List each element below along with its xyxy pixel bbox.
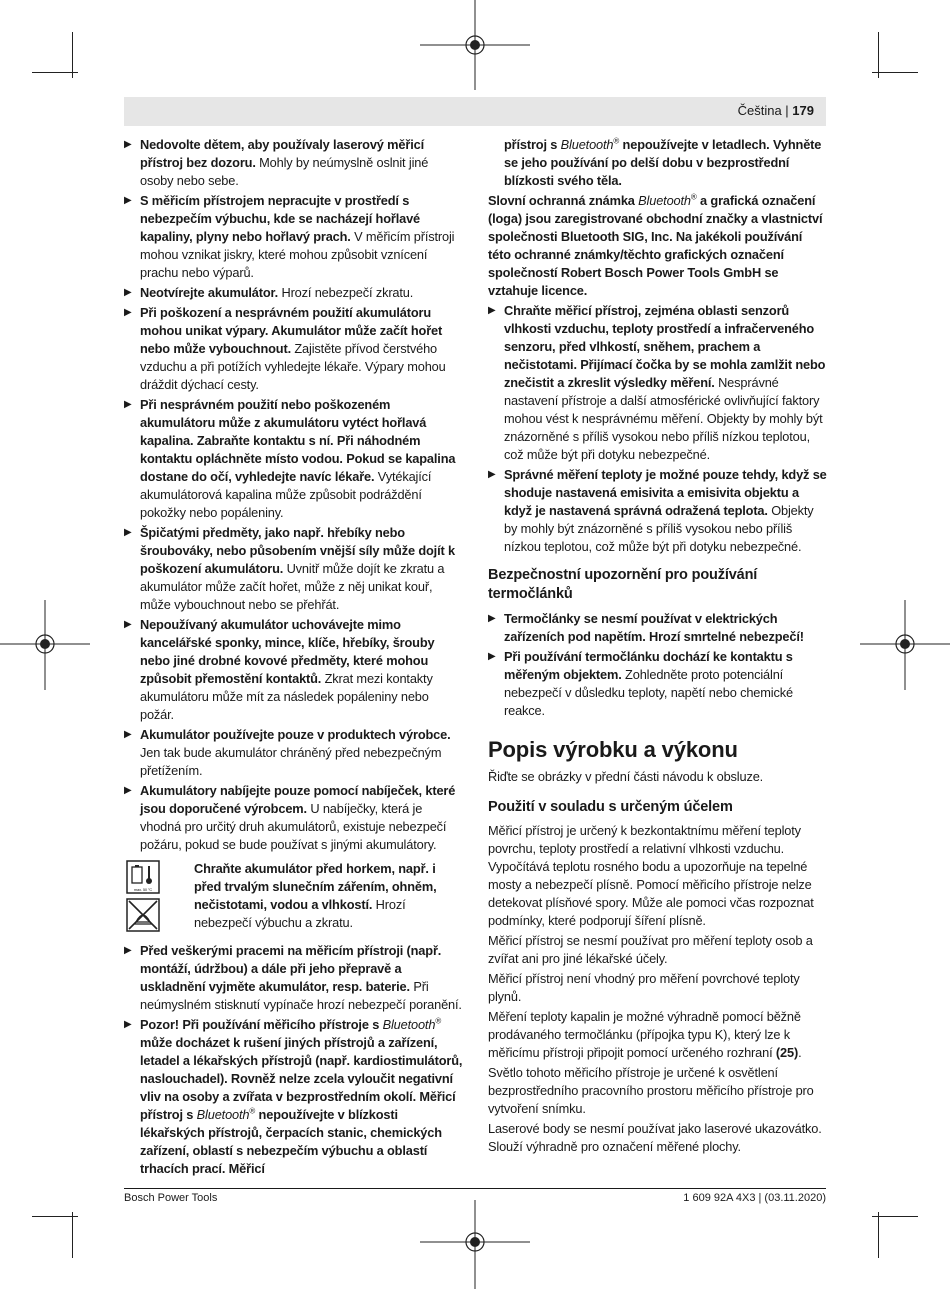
bullet-arrow-icon: ▶	[124, 945, 132, 956]
bluetooth-brand: Bluetooth	[638, 193, 691, 208]
safety-item	[124, 284, 464, 302]
bluetooth-brand: Bluetooth	[560, 137, 614, 152]
item-bold-text: Při nesprávném použití nebo poškozeném akumulátoru může z akumulátoru vytéct hořlavá kapalina. Zabraňte kontaktu s ní. Při náhodném kontaktu opláchněte místo vodou. Pokud se kapalina dostane do očí, vyhledejte navíc lékaře.	[140, 397, 456, 484]
item-bold-text: Při používání termočlánku dochází ke kontaktu s měřeným objektem.	[504, 649, 793, 682]
bullet-arrow-icon: ▶	[124, 195, 132, 206]
right-column	[488, 136, 828, 1158]
battery-temperature-icon	[126, 860, 160, 894]
item-bold-text: Před veškerými pracemi na měřicím přístroji (např. montáží, údržbou) a dále při jeho přepravě a uskladnění vyjměte akumulátor, resp. baterie.	[140, 943, 442, 994]
registration-mark-icon	[420, 1200, 530, 1289]
header-separator: |	[785, 103, 793, 118]
bullet-arrow-icon: ▶	[124, 729, 132, 740]
footer-document-id: 1 609 92A 4X3 | (03.11.2020)	[683, 1192, 826, 1204]
crop-mark	[878, 1212, 879, 1258]
safety-item	[124, 192, 464, 282]
safety-item	[124, 136, 464, 190]
registered-mark: ®	[613, 136, 620, 146]
item-text: Jen tak bude akumulátor chráněný před nebezpečným přetížením.	[140, 745, 442, 778]
heat-warning-text: Hrozí nebezpečí výbuchu a zkratu.	[194, 897, 406, 930]
item-bold-text: Při poškození a nesprávném použití akumulátoru mohou unikat výpary. Akumulátor může začít hořet nebo může vybouchnout.	[140, 305, 443, 356]
trademark-text: Slovní ochranná známka	[488, 193, 639, 208]
safety-item-continued	[488, 136, 828, 190]
intended-use-paragraph	[488, 1008, 828, 1062]
bullet-arrow-icon: ▶	[124, 139, 132, 150]
item-bold-text: Akumulátory nabíjejte pouze pomocí nabíječek, které jsou doporučené výrobcem.	[140, 783, 456, 816]
registration-mark-icon	[420, 0, 530, 90]
registration-mark-icon	[0, 600, 90, 690]
item-text: Zohledněte proto potenciální nebezpečí v důsledku teploty, napětí nebo chemické reakce.	[504, 667, 793, 718]
bullet-arrow-icon: ▶	[124, 785, 132, 796]
item-text: V měřicím přístroji mohou vznikat jiskry, které mohou způsobit vznícení prachu nebo výparů.	[140, 229, 455, 280]
header-band	[124, 97, 826, 126]
item-bold-text: nepoužívejte v letadlech. Vyhněte se jeho používání po delší dobu v bezprostřední blízkosti svého těla.	[504, 137, 822, 188]
paragraph-text: .	[798, 1045, 802, 1060]
heat-warning-block	[124, 860, 464, 934]
intended-use-paragraph: Světlo tohoto měřicího přístroje je určené k osvětlení bezprostředního pracovního prostoru měřicího přístroje pro vytvoření snímku.	[488, 1065, 814, 1116]
safety-item	[124, 1016, 464, 1178]
item-text: Objekty by mohly být znázorněné s příliš vysokou nebo příliš nízkou teplotou, což může být při dotyku nebezpečné.	[504, 503, 814, 554]
item-bold-text: Neotvírejte akumulátor.	[140, 285, 279, 300]
bullet-arrow-icon: ▶	[488, 469, 496, 480]
safety-item	[488, 648, 828, 720]
safety-item	[124, 726, 464, 780]
intended-use-paragraph: Měřicí přístroj není vhodný pro měření povrchové teploty plynů.	[488, 971, 800, 1004]
item-text: Vytékající akumulátorová kapalina může způsobit podráždění pokožky nebo popáleniny.	[140, 469, 432, 520]
bullet-arrow-icon: ▶	[124, 1019, 132, 1030]
item-bold-text: nepoužívejte v blízkosti lékařských přístrojů, čerpacích stanic, chemických zařízení, oblastí s nebezpečím výbuchu a oblastí trhacích prací. Měřicí	[140, 1107, 442, 1176]
bluetooth-brand: Bluetooth	[196, 1107, 250, 1122]
bullet-arrow-icon: ▶	[124, 527, 132, 538]
item-bold-text: S měřicím přístrojem nepracujte v prostředí s nebezpečím výbuchu, kde se nacházejí hořlavé kapaliny, plyny nebo hořlavý prach.	[140, 193, 421, 244]
page-header	[738, 103, 814, 118]
crop-mark	[878, 32, 879, 78]
bullet-arrow-icon: ▶	[488, 305, 496, 316]
safety-item	[488, 302, 828, 464]
page-number: 179	[792, 103, 814, 118]
item-bold-text: může docházet k rušení jiných přístrojů a zařízení, letadel a lékařských přístrojů (např. kardiostimulátorů, naslouchadel). Rovněž nelze zcela vyloučit negativní vliv na osoby a zvířata v bezprostředním okolí. Měřicí přístroj s	[140, 1035, 463, 1122]
section-heading-thermocouples: Bezpečnostní upozornění pro používání termočlánků	[488, 567, 758, 602]
paragraph-text: Měření teploty kapalin je možné výhradně pomocí běžně prodávaného termočlánku (přípojka typu K), který lze k měřicímu přístroji připojit pomocí určeného rozhraní	[488, 1009, 801, 1060]
bluetooth-brand: Bluetooth	[382, 1017, 436, 1032]
item-text: Zajistěte přívod čerstvého vzduchu a při potížích vyhledejte lékaře. Výpary mohou dráždit dýchací cesty.	[140, 341, 446, 392]
item-bold-text: Nedovolte dětem, aby používaly laserový měřicí přístroj bez dozoru.	[140, 137, 424, 170]
item-bold-text: Akumulátor používejte pouze v produktech výrobce.	[140, 727, 451, 742]
bullet-arrow-icon: ▶	[124, 307, 132, 318]
intended-use-paragraph: Laserové body se nesmí používat jako laserové ukazovátko. Slouží výhradně pro označení měřené plochy.	[488, 1121, 822, 1154]
intended-use-paragraph: Měřicí přístroj je určený k bezkontaktnímu měření teploty povrchu, teploty prostředí a relativní vlhkosti vzduchu. Vypočítává teplotu rosného bodu a upozorňuje na tepelné mosty a nebezpečí plísně. Pomocí měřicího přístroje nelze detekovat plísňové spory. Může ale pomoci včas rozpoznat podmínky, které podporují šíření plísně.	[488, 823, 814, 928]
safety-item	[488, 610, 828, 646]
crop-mark	[72, 32, 73, 78]
icon-temp-label: max. 50 °C	[133, 887, 153, 892]
left-column	[124, 136, 464, 1180]
safety-item	[124, 782, 464, 854]
item-bold-text: Chraňte měřicí přístroj, zejména oblasti senzorů vlhkosti vzduchu, teploty prostředí a infračerveného senzoru, před vlhkostí, sněhem, prachem a nečistotami. Přijímací čočka by se mohla zamlžit nebo znečistit a zkreslit výsledky měření.	[504, 303, 826, 390]
safety-item	[124, 304, 464, 394]
safety-item	[124, 396, 464, 522]
item-bold-text: Pozor! Při používání měřicího přístroje s	[140, 1017, 383, 1032]
heat-warning-bold: Chraňte akumulátor před horkem, např. i před trvalým slunečním zářením, ohněm, nečistotami, vodou a vlhkostí.	[194, 861, 437, 912]
header-language: Čeština	[737, 103, 782, 118]
item-text: Uvnitř může dojít ke zkratu a akumulátor může začít hořet, může z něj unikat kouř, může vybouchnout nebo se přehřát.	[140, 561, 445, 612]
trademark-text: a grafická označení (loga) jsou zaregistrované obchodní značky a vlastnictví společnosti Bluetooth SIG, Inc. Na jakékoli používání této ochranné známky/těchto grafických označení společností Robert Bosch Power Tools GmbH se vztahuje licence.	[488, 193, 823, 298]
section-heading-product: Popis výrobku a výkonu	[488, 737, 738, 762]
section-heading-intended-use: Použití v souladu s určeným účelem	[488, 799, 733, 815]
item-bold-text: Termočlánky se nesmí používat v elektrických zařízeních pod napětím. Hrozí smrtelné nebezpečí!	[504, 611, 804, 644]
item-text: Při neúmyslném stisknutí vypínače hrozí nebezpečí poranění.	[140, 979, 462, 1012]
item-bold-text: přístroj s	[504, 137, 561, 152]
safety-item	[124, 616, 464, 724]
item-text: Mohly by neúmyslně oslnit jiné osoby nebo sebe.	[140, 155, 429, 188]
safety-item	[488, 466, 828, 556]
product-intro: Řiďte se obrázky v přední části návodu k obsluze.	[488, 769, 764, 784]
bullet-arrow-icon: ▶	[124, 287, 132, 298]
registration-mark-icon	[860, 600, 950, 690]
registered-mark: ®	[435, 1016, 442, 1026]
item-bold-text: Špičatými předměty, jako např. hřebíky nebo šroubováky, nebo působením vnější síly může dojít k poškození akumulátoru.	[140, 525, 455, 576]
no-water-fire-icon	[126, 898, 160, 932]
bullet-arrow-icon: ▶	[488, 651, 496, 662]
registered-mark: ®	[249, 1106, 256, 1116]
item-bold-text: Nepoužívaný akumulátor uchovávejte mimo kancelářské sponky, mince, klíče, hřebíky, šrouby nebo jiné drobné kovové předměty, které mohou způsobit přemostění kontaktů.	[140, 617, 435, 686]
footer-rule	[124, 1188, 826, 1189]
trademark-notice	[488, 192, 828, 300]
safety-item	[124, 942, 464, 1014]
bullet-arrow-icon: ▶	[124, 619, 132, 630]
item-text: Nesprávné nastavení přístroje a další atmosférické ovlivňující faktory mohou vést k nesprávnému měření. Objekty by mohly být znázorněné s příliš vysokou nebo příliš nízkou teplotou, což může být při dotyku nebezpečné.	[504, 375, 823, 462]
item-text: Hrozí nebezpečí zkratu.	[278, 285, 414, 300]
bullet-arrow-icon: ▶	[124, 399, 132, 410]
registered-mark: ®	[690, 192, 697, 202]
intended-use-paragraph: Měřicí přístroj se nesmí používat pro měření teploty osob a zvířat ani pro jiné lékařské účely.	[488, 933, 813, 966]
item-bold-text: Správné měření teploty je možné pouze tehdy, když se shoduje nastavená emisivita a emisivita objektu a když je nastavená správná odražená teplota.	[504, 467, 827, 518]
safety-item	[124, 524, 464, 614]
bullet-arrow-icon: ▶	[488, 613, 496, 624]
item-text: Zkrat mezi kontakty akumulátoru může mít za následek popáleniny nebo požár.	[140, 671, 433, 722]
interface-reference: (25)	[775, 1045, 799, 1060]
item-text: U nabíječky, která je vhodná pro určitý druh akumulátorů, existuje nebezpečí požáru, pokud se bude používat s jinými akumulátory.	[140, 801, 447, 852]
footer-publisher: Bosch Power Tools	[124, 1192, 218, 1204]
crop-mark	[72, 1212, 73, 1258]
